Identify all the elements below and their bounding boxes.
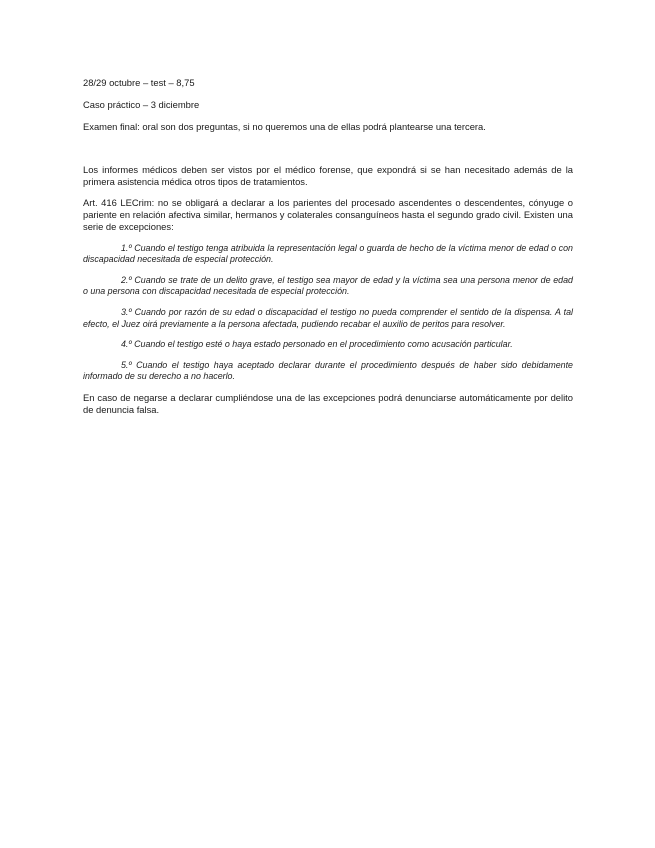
exception-item-5: 5.º Cuando el testigo haya aceptado declarar durante el procedimiento después de haber sido debidamente informado de su derecho a no hacerlo. [83, 359, 573, 382]
case-date-line: Caso práctico – 3 diciembre [83, 99, 200, 111]
exception-item-3: 3.º Cuando por razón de su edad o discapacidad el testigo no pueda comprender el sentido de la dispensa. A tal efecto, el Juez oirá previamente a la persona afectada, pudiendo recabar el auxilio de peritos para resolver. [83, 307, 573, 329]
exceptions-list [83, 243, 573, 383]
exception-item-2: 2.º Cuando se trate de un delito grave, el testigo sea mayor de edad y la víctima sea una persona menor de edad o una persona con discapacidad necesitada de especial protección. [83, 274, 573, 297]
refusal-paragraph: En caso de negarse a declarar cumpliéndose una de las excepciones podrá denunciarse automáticamente por delito de denuncia falsa. [83, 391, 573, 416]
final-exam-line: Examen final: oral son dos preguntas, si no queremos una de ellas podrá plantearse una tercera. [83, 121, 486, 133]
exception-item-1: 1.º Cuando el testigo tenga atribuida la representación legal o guarda de hecho de la víctima menor de edad o con discapacidad necesitada de especial protección. [83, 242, 573, 265]
exception-item-4: 4.º Cuando el testigo esté o haya estado personado en el procedimiento como acusación particular. [121, 339, 513, 350]
medical-reports-paragraph: Los informes médicos deben ser vistos por el médico forense, que expondrá si se han necesitado además de la primera asistencia médica otros tipos de tratamientos. [83, 163, 573, 187]
article-416-paragraph: Art. 416 LECrim: no se obligará a declarar a los parientes del procesado ascendentes o descendentes, cónyuge o pariente en relación afectiva similar, hermanos y colaterales consanguíneos hasta el segundo grado civil. Existen una serie de excepciones: [83, 197, 573, 233]
document-body [83, 77, 573, 425]
test-date-line: 28/29 octubre – test – 8,75 [83, 77, 195, 88]
